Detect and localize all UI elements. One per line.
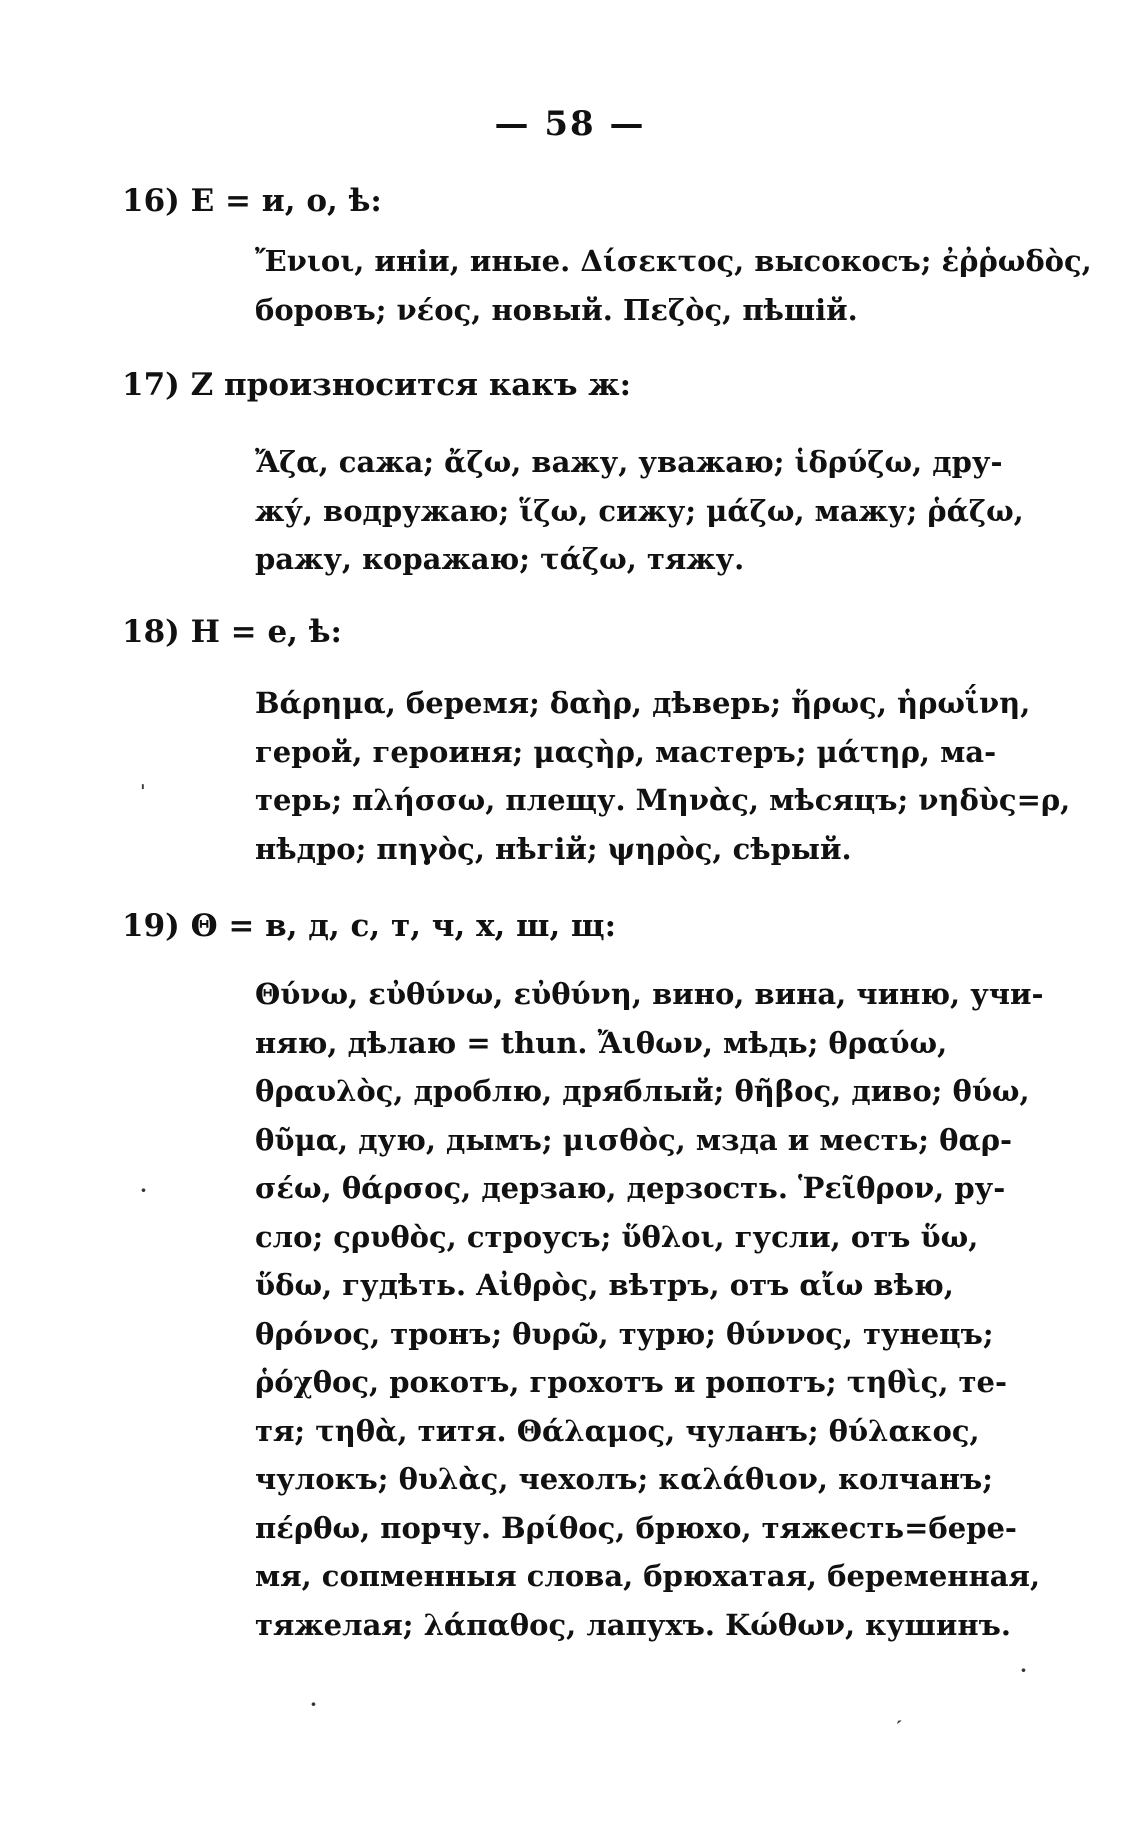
print-speck: · <box>140 1178 147 1202</box>
text-line: θῦμα, дую, дымъ; μισθὸς, мзда и месть; θαρ- <box>255 1122 1013 1157</box>
text-line: Βάρημα, беремя; δαὴρ, дѣверь; ἥρως, ἡρωΐνη, <box>255 686 1031 720</box>
print-speck: ˏ <box>896 1700 903 1724</box>
text-line: σέω, θάρσος, дерзаю, дерзость. Ῥεῖθρον, ру- <box>255 1171 1006 1205</box>
text-line: чулокъ; θυλὰς, чехолъ; καλάθιον, колчанъ; <box>255 1462 993 1496</box>
text-line: тяжелая; λάπαθος, лапухъ. Κώθων, кушинъ. <box>255 1607 1011 1642</box>
section-17-heading: 17) Ζ произносится какъ ж: <box>122 367 632 403</box>
section-16-body <box>255 237 1120 334</box>
print-speck: · <box>310 1692 317 1716</box>
text-line: ражу, коражаю; τάζω, тяжу. <box>255 542 745 576</box>
text-line: πέρθω, порчу. Βρίθος, брюхо, тяжесть=бере- <box>255 1510 1017 1545</box>
text-line: Ἄζα, сажа; ἄζω, важу, уважаю; ἱδρύζω, дру- <box>255 445 1003 479</box>
text-line: жу́, водружаю; ἵζω, сижу; μάζω, мажу; ῥάζω, <box>255 493 1024 528</box>
section-18-body <box>255 679 1120 873</box>
text-line: ὕδω, гудѣть. Αἰθρὸς, вѣтръ, отъ αἴω вѣю, <box>255 1268 954 1302</box>
page-number: — 58 — <box>494 104 646 144</box>
text-line: тя; τηθὰ, титя. Θάλαμος, чуланъ; θύλακος, <box>255 1413 980 1448</box>
text-line: Θύνω, εὐθύνω, εὐθύνη, вино, вина, чиню, учи- <box>255 977 1044 1011</box>
section-19-body <box>255 970 1120 1649</box>
text-line: θραυλὸς, дроблю, дряблый; θῆβος, диво; θύω, <box>255 1074 1030 1108</box>
text-line: няю, дѣлаю = thun. Ἄιθων, мѣдь; θραύω, <box>255 1025 948 1060</box>
text-line: θρόνος, тронъ; θυρῶ, турю; θύννος, тунецъ; <box>255 1316 994 1351</box>
text-line: мя, сопменныя слова, брюхатая, беременная, <box>255 1559 1041 1593</box>
text-line: ῥόχθος, рокотъ, грохотъ и ропотъ; τηθὶς, те- <box>255 1365 1007 1399</box>
section-19-heading: 19) Θ = в, д, с, т, ч, х, ш, щ: <box>122 908 617 944</box>
section-17-body <box>255 438 1120 584</box>
print-speck: · <box>1020 1658 1027 1682</box>
text-line: боровъ; νέος, новый. Πεζὸς, пѣшій. <box>255 292 858 327</box>
section-16-heading: 16) Ε = и, о, ѣ: <box>122 183 382 219</box>
text-line: нѣдро; πηγὸς, нѣгій; ψηρὸς, сѣрый. <box>255 831 852 866</box>
text-line: терь; πλήσσω, плещу. Μηνὰς, мѣсяцъ; νηδὺς=ρ, <box>255 783 1071 817</box>
text-line: сло; ςρυθὸς, строусъ; ὕθλοι, гусли, отъ ὕω, <box>255 1219 979 1254</box>
section-18-heading: 18) Η = е, ѣ: <box>122 614 342 650</box>
text-line: герой, героиня; μαςὴρ, мастеръ; μάτηρ, ма- <box>255 734 997 769</box>
print-speck: ˈ <box>140 780 146 804</box>
text-line: Ἔνιοι, иніи, иные. Δίσεκτος, высокосъ; ἐῤῥωδὸς, <box>255 244 1092 278</box>
